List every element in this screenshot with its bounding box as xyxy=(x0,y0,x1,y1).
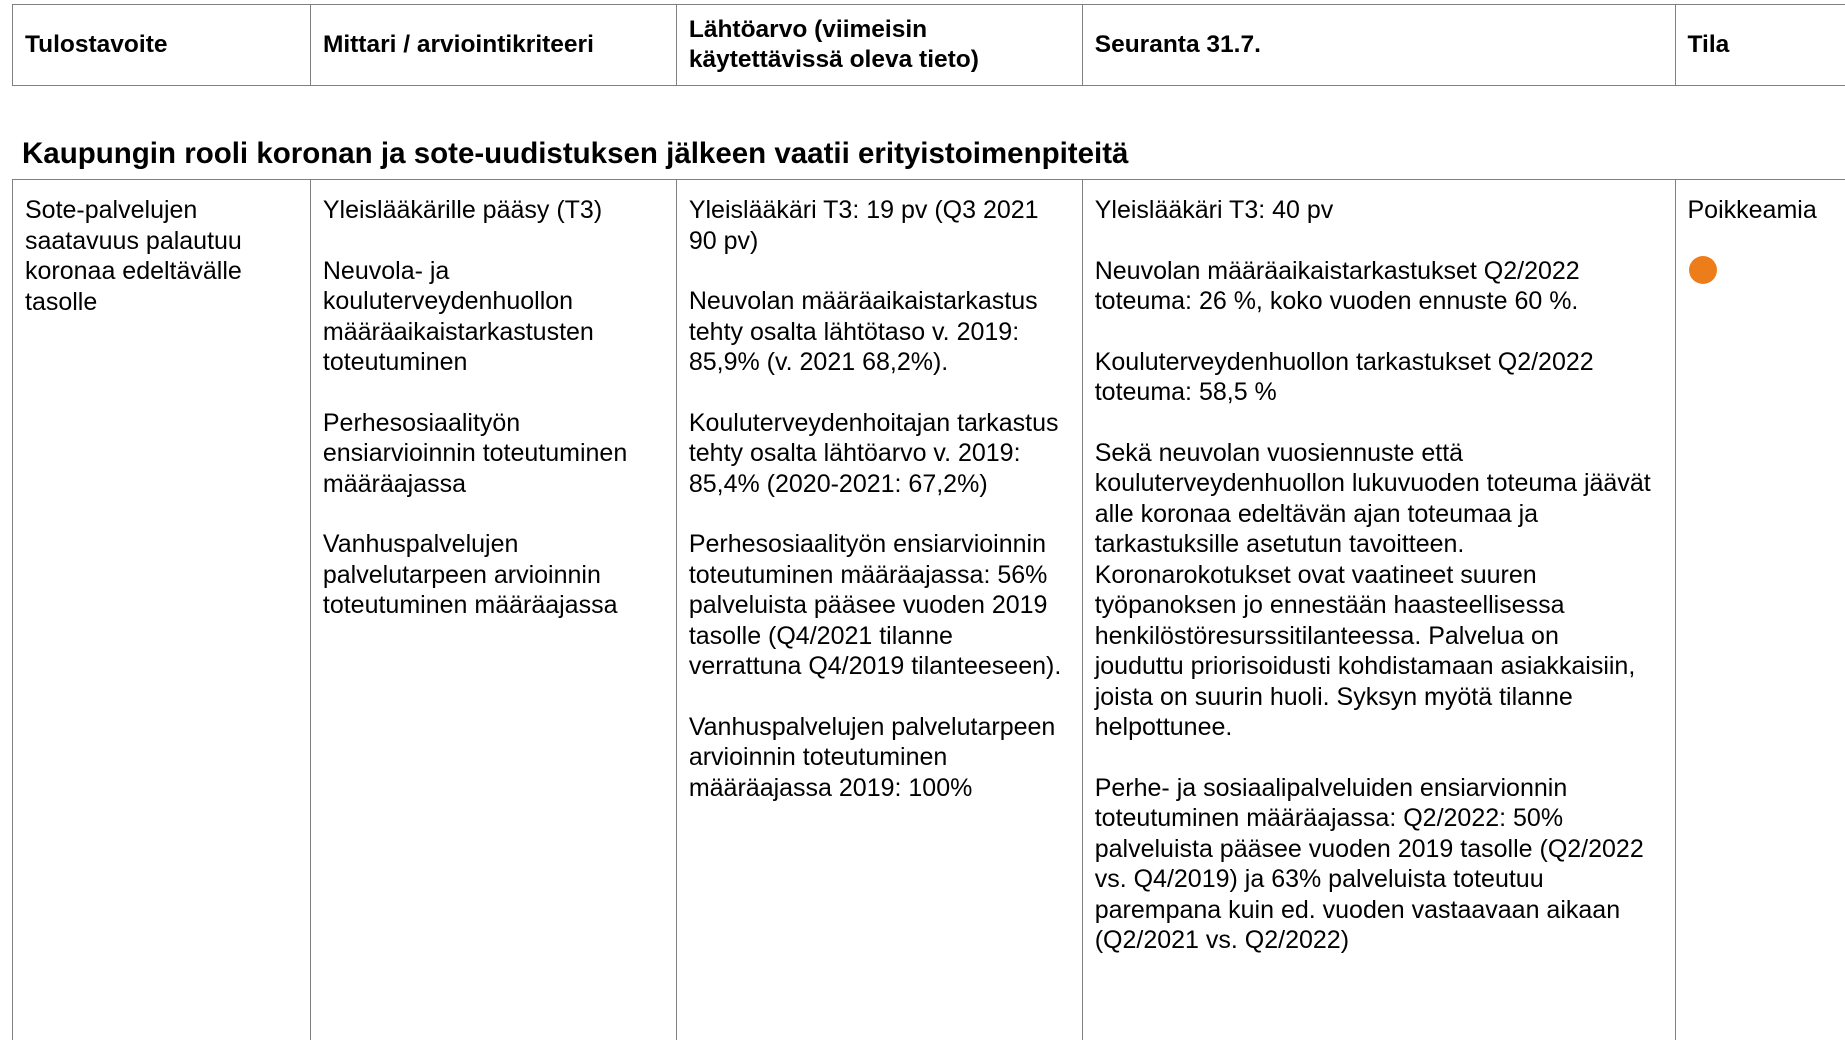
header-row xyxy=(13,5,1845,86)
header-status: Tila xyxy=(1675,5,1845,86)
baseline-school-health: Kouluterveydenhoitajan tarkastus tehty osalta lähtöarvo v. 2019: 85,4% (2020-2021: 67,2%) xyxy=(689,408,1072,500)
metric-gp-access: Yleislääkärille pääsy (T3) xyxy=(323,195,646,226)
metric-cell xyxy=(310,180,676,1040)
baseline-family-social-work: Perhesosiaalityön ensiarvioinnin toteutuminen määräajassa: 56% palveluista pääsee vuoden 2019 tasolle (Q4/2021 tilanne verrattuna Q4/2019 tilanteeseen). xyxy=(689,529,1072,682)
baseline-elderly-services: Vanhuspalvelujen palvelutarpeen arvioinnin toteutuminen määräajassa 2019: 100% xyxy=(689,712,1072,804)
header-followup: Seuranta 31.7. xyxy=(1082,5,1675,86)
goal-table xyxy=(12,179,1845,1040)
header-table xyxy=(12,4,1845,86)
followup-school-health: Kouluterveydenhuollon tarkastukset Q2/2022 toteuma: 58,5 % xyxy=(1095,347,1655,408)
metric-checkups: Neuvola- ja kouluterveydenhuollon määräaikaistarkastusten toteutuminen xyxy=(323,256,646,378)
section-heading: Kaupungin rooli koronan ja sote-uudistuksen jälkeen vaatii erityistoimenpiteitä xyxy=(22,137,1128,171)
baseline-cell xyxy=(676,180,1082,1040)
goal-cell xyxy=(13,180,311,1040)
header-baseline xyxy=(676,5,1082,86)
goal-row xyxy=(13,180,1845,1040)
header-baseline-line2: käytettävissä oleva tieto) xyxy=(689,46,979,73)
status-cell xyxy=(1675,180,1845,1040)
baseline-maternity-clinic: Neuvolan määräaikaistarkastus tehty osalta lähtötaso v. 2019: 85,9% (v. 2021 68,2%). xyxy=(689,286,1072,378)
followup-cell xyxy=(1082,180,1675,1040)
header-goal: Tulostavoite xyxy=(13,5,311,86)
metric-family-social-work: Perhesosiaalityön ensiarvioinnin toteutuminen määräajassa xyxy=(323,408,646,500)
goal-text: Sote-palvelujen saatavuus palautuu koronaa edeltävälle tasolle xyxy=(25,196,242,316)
followup-explanation: Sekä neuvolan vuosiennuste että kouluterveydenhuollon lukuvuoden toteuma jäävät alle koronaa edeltävän ajan toteumaa ja tarkastuksille asetutun tavoitteen. Koronarokotukset ovat vaatineet suuren työpanoksen jo ennestään haasteellisessa henkilöstöresurssitilanteessa. Palvelua on jouduttu priorisoidusti kohdistamaan asiakkaisiin, joista on suurin huoli. Syksyn myötä tilanne helpottunee. xyxy=(1095,438,1655,743)
followup-gp: Yleislääkäri T3: 40 pv xyxy=(1095,195,1655,226)
followup-family-social-services: Perhe- ja sosiaalipalveluiden ensiarvionnin toteutuminen määräajassa: Q2/2022: 50% palveluista pääsee vuoden 2019 tasolle (Q2/2022 vs. Q4/2019) ja 63% palveluista toteutuu parempana kuin ed. vuoden vastaavaan aikaan (Q2/2021 vs. Q2/2022) xyxy=(1095,773,1655,956)
status-indicator-dot xyxy=(1689,256,1717,284)
header-baseline-line1: Lähtöarvo (viimeisin xyxy=(689,16,927,43)
baseline-gp: Yleislääkäri T3: 19 pv (Q3 2021 90 pv) xyxy=(689,195,1072,256)
followup-maternity-clinic: Neuvolan määräaikaistarkastukset Q2/2022 toteuma: 26 %, koko vuoden ennuste 60 %. xyxy=(1095,256,1655,317)
metric-elderly-services: Vanhuspalvelujen palvelutarpeen arvioinnin toteutuminen määräajassa xyxy=(323,529,646,621)
header-metric: Mittari / arviointikriteeri xyxy=(310,5,676,86)
status-label: Poikkeamia xyxy=(1688,196,1817,224)
